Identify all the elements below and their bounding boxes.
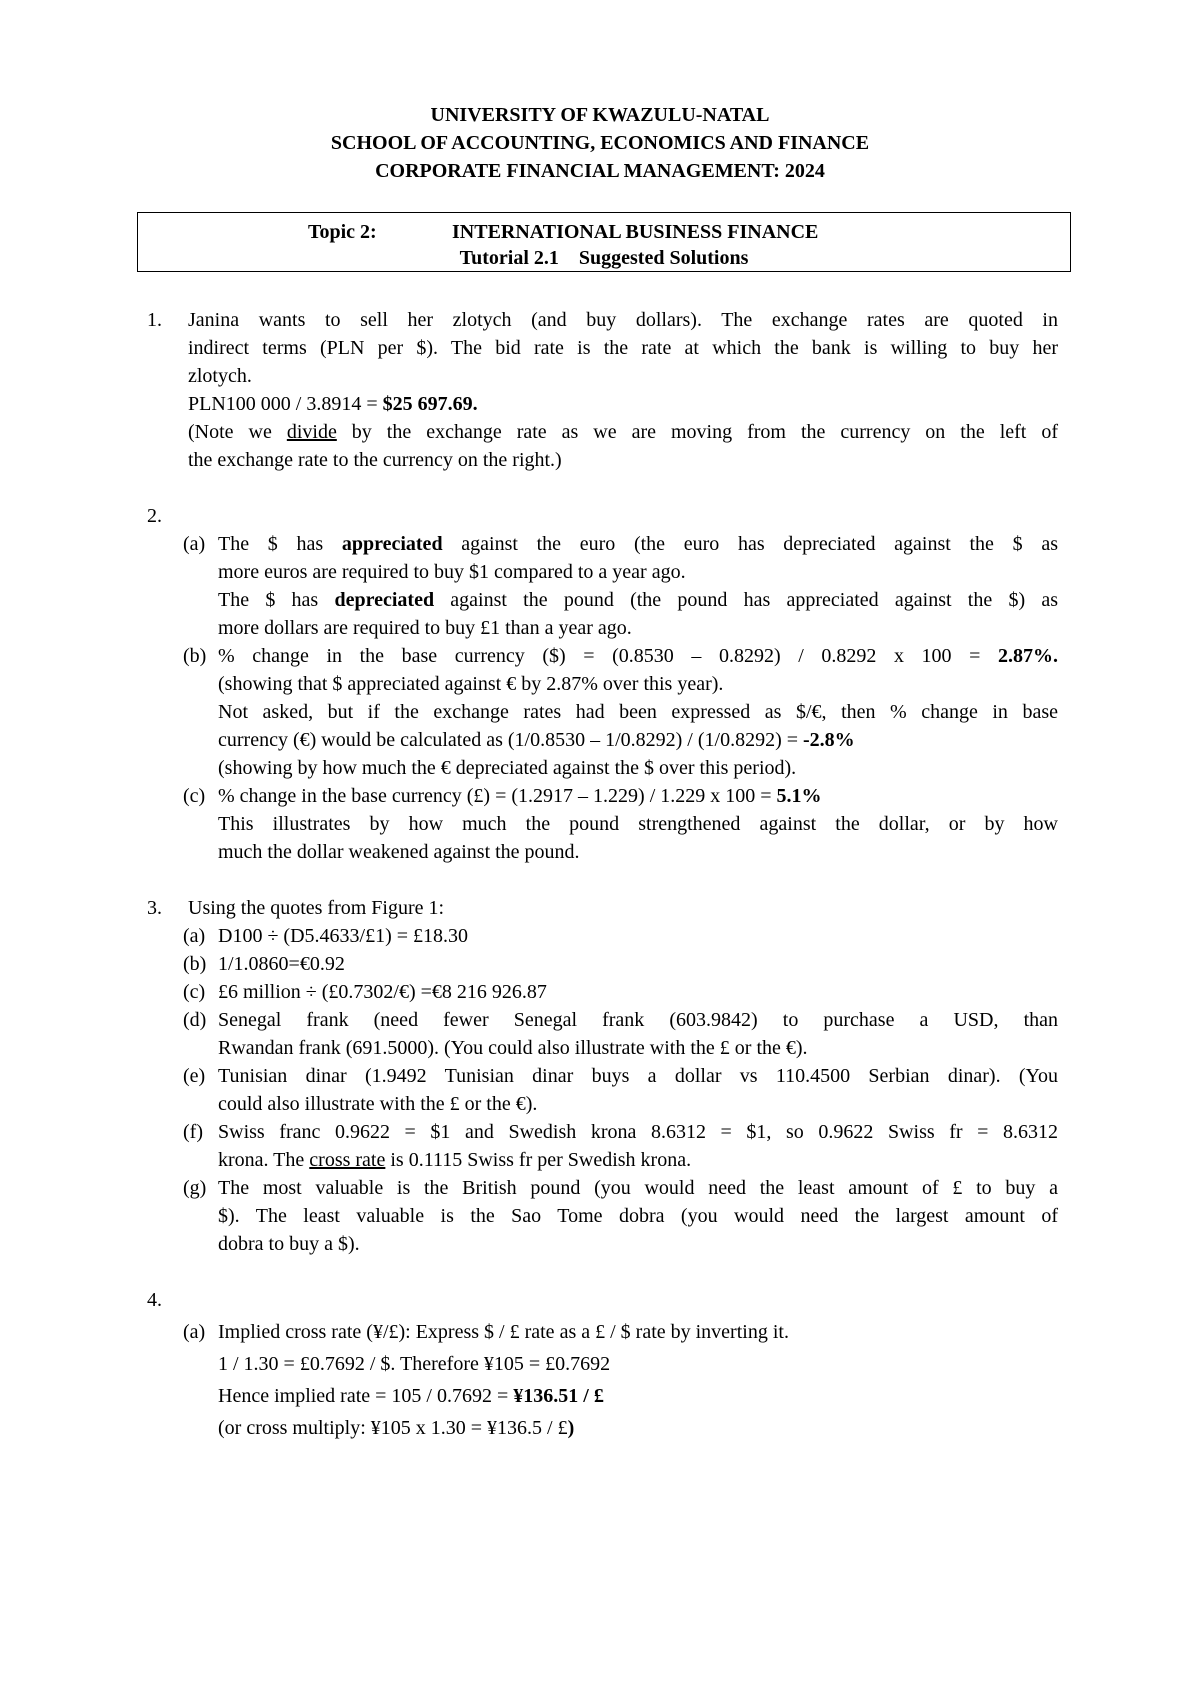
q3f-cross-rate: cross rate	[309, 1149, 386, 1171]
q2a-label: (a)	[183, 533, 206, 555]
q2a-text-2: against the euro (the euro has depreciated against the $ as	[442, 533, 1058, 555]
q2-number: 2.	[147, 505, 162, 527]
q2b-formula: % change in the base currency ($) = (0.8530 – 0.8292) / 0.8292 x 100 =	[218, 645, 998, 667]
q3c-text: £6 million ÷ (£0.7302/€) =€8 216 926.87	[218, 981, 547, 1003]
q1-calc-text: PLN100 000 / 3.8914 =	[188, 393, 383, 415]
q1-note-underlined: divide	[286, 421, 337, 443]
topic-label: Topic 2:	[308, 221, 377, 243]
q2b-label: (b)	[183, 645, 207, 667]
q2c-formula: % change in the base currency (£) = (1.2917 – 1.229) / 1.229 x 100 =	[218, 785, 777, 807]
university-heading: UNIVERSITY OF KWAZULU-NATAL	[430, 104, 770, 126]
q3d-line-2: Rwandan frank (691.5000). (You could also illustrate with the £ or the €).	[218, 1037, 808, 1059]
q2a-line-4: more dollars are required to buy £1 than a year ago.	[218, 617, 632, 639]
q4a-formula: Hence implied rate = 105 / 0.7692 =	[218, 1385, 514, 1407]
q3b-text: 1/1.0860=€0.92	[218, 953, 345, 975]
q2b-formula-2: currency (€) would be calculated as (1/0.8530 – 1/0.8292) / (1/0.8292) =	[218, 729, 804, 751]
q3g-line-3: dobra to buy a $).	[218, 1233, 360, 1255]
q4a-label: (a)	[183, 1321, 206, 1343]
q1-answer: $25 697.69.	[382, 393, 478, 415]
q3f-text-a: krona. The	[218, 1149, 310, 1171]
q3e-label: (e)	[183, 1065, 206, 1087]
q4a-line-3	[218, 1382, 604, 1410]
q1-note-line-1	[188, 418, 1058, 446]
course-heading: CORPORATE FINANCIAL MANAGEMENT: 2024	[375, 160, 825, 182]
q2c-line-3: much the dollar weakened against the pound.	[218, 841, 580, 863]
q3-intro: Using the quotes from Figure 1:	[188, 897, 445, 919]
q3c-label: (c)	[183, 981, 206, 1003]
q1-calculation	[188, 390, 478, 418]
q3f-label: (f)	[183, 1121, 203, 1143]
q2c-line-1	[218, 782, 822, 810]
q3g-label: (g)	[183, 1177, 207, 1199]
q2b-line-5: (showing by how much the € depreciated against the $ over this period).	[218, 757, 797, 779]
q1-line-1: Janina wants to sell her zlotych (and buy dollars). The exchange rates are quoted in	[188, 309, 1058, 331]
q4a-line-4	[218, 1414, 574, 1442]
q2b-line-3: Not asked, but if the exchange rates had been expressed as $/€, then % change in base	[218, 701, 1058, 723]
q4a-close-paren: )	[567, 1417, 575, 1439]
q2c-answer: 5.1%	[776, 785, 822, 807]
q1-line-3: zlotych.	[188, 365, 252, 387]
q3g-line-1: The most valuable is the British pound (you would need the least amount of £ to buy a	[218, 1177, 1058, 1199]
tutorial-label: Tutorial 2.1	[459, 247, 559, 269]
q4a-line-2: 1 / 1.30 = £0.7692 / $. Therefore ¥105 = £0.7692	[218, 1353, 611, 1375]
q2a-text-1: The $ has	[218, 533, 342, 555]
q2a-depreciated: depreciated	[334, 589, 435, 611]
q2b-line-2: (showing that $ appreciated against € by 2.87% over this year).	[218, 673, 724, 695]
q2a-text-3: The $ has	[218, 589, 335, 611]
q2a-line-1	[218, 530, 1058, 558]
q3g-line-2: $). The least valuable is the Sao Tome dobra (you would need the largest amount of	[218, 1205, 1058, 1227]
q3b-label: (b)	[183, 953, 207, 975]
q3d-label: (d)	[183, 1009, 207, 1031]
q2c-label: (c)	[183, 785, 206, 807]
q2a-line-2: more euros are required to buy $1 compared to a year ago.	[218, 561, 686, 583]
q3f-text-b: is 0.1115 Swiss fr per Swedish krona.	[385, 1149, 692, 1171]
q4a-alt-method: (or cross multiply: ¥105 x 1.30 = ¥136.5 / £	[218, 1417, 568, 1439]
q2a-text-4: against the pound (the pound has appreciated against the $) as	[434, 589, 1058, 611]
q4a-answer: ¥136.51 / £	[513, 1385, 604, 1407]
tutorial-line	[138, 245, 1070, 271]
q2a-line-3	[218, 586, 1058, 614]
q1-number: 1.	[147, 309, 162, 331]
q3f-line-2	[218, 1146, 691, 1174]
q3d-line-1: Senegal frank (need fewer Senegal frank (603.9842) to purchase a USD, than	[218, 1009, 1058, 1031]
q1-note-line-2: the exchange rate to the currency on the right.)	[188, 449, 562, 471]
tutorial-subtitle: Suggested Solutions	[578, 247, 749, 269]
q4a-line-1: Implied cross rate (¥/£): Express $ / £ rate as a £ / $ rate by inverting it.	[218, 1321, 789, 1343]
q2b-line-4	[218, 726, 855, 754]
q2c-line-2: This illustrates by how much the pound strengthened against the dollar, or by how	[218, 813, 1058, 835]
topic-title: INTERNATIONAL BUSINESS FINANCE	[452, 221, 819, 243]
q2b-line-1	[218, 642, 1058, 670]
q2b-answer-2: -2.8%	[803, 729, 855, 751]
school-heading: SCHOOL OF ACCOUNTING, ECONOMICS AND FINANCE	[330, 132, 870, 154]
q3-number: 3.	[147, 897, 162, 919]
q2b-answer: 2.87%.	[998, 645, 1058, 667]
q2a-appreciated: appreciated	[341, 533, 443, 555]
q4-number: 4.	[147, 1289, 162, 1311]
topic-box	[137, 212, 1071, 272]
q3a-text: D100 ÷ (D5.4633/£1) = £18.30	[218, 925, 469, 947]
q3e-line-1: Tunisian dinar (1.9492 Tunisian dinar buys a dollar vs 110.4500 Serbian dinar). (You	[218, 1065, 1058, 1087]
q3e-line-2: could also illustrate with the £ or the €).	[218, 1093, 538, 1115]
q3f-line-1: Swiss franc 0.9622 = $1 and Swedish krona 8.6312 = $1, so 0.9622 Swiss fr = 8.6312	[218, 1121, 1058, 1143]
q1-line-2: indirect terms (PLN per $). The bid rate is the rate at which the bank is willing to buy her	[188, 337, 1058, 359]
q1-note-b: by the exchange rate as we are moving from the currency on the left of	[336, 421, 1058, 443]
q1-note-a: (Note we	[188, 421, 287, 443]
q3a-label: (a)	[183, 925, 206, 947]
